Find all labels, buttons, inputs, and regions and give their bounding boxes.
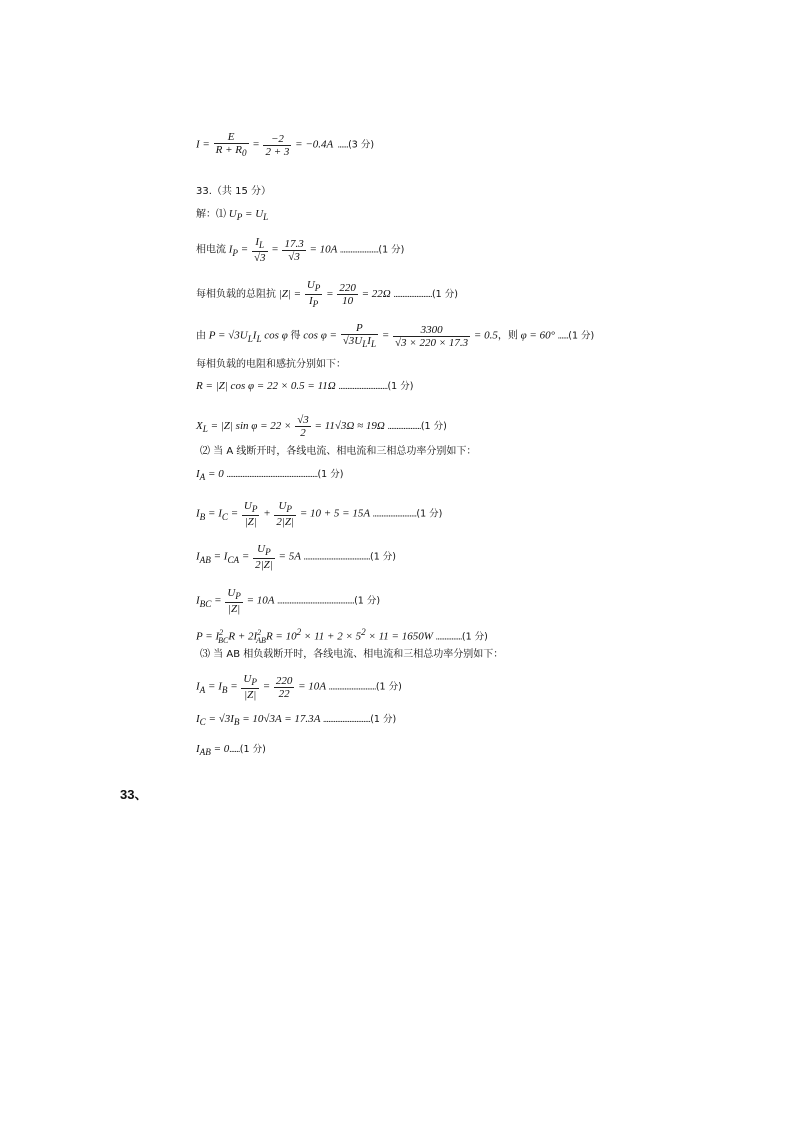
formula-total-power: $P = I^2_{BC}R + 2I^2_{AB}R = 10^2 \times 11 + 2 \times 5^2 \times 11 = 1650W$ ...............(1 分) (196, 627, 488, 645)
resistance-reactance-intro: 每相负载的电阻和感抗分别如下： (196, 359, 346, 370)
formula-reactance: $X_L = |Z|$ sin φ = 22 × $\frac{√3}{2}$ = 11√3Ω ≈ 19Ω ...................(1 分) (196, 414, 447, 439)
formula-IA-IB: $I_A = I_B$ = $\frac{U_P}{|Z|}$ = $\frac{220}{22}$ = 10A ...........................(1 分) (196, 673, 402, 702)
formula-IBC: $I_{BC}$ = $\frac{U_P}{|Z|}$ = 10A ............................................(1 分) (196, 587, 381, 616)
formula-IAB-ICA: $I_{AB} = I_{CA}$ = $\frac{U_P}{2|Z|}$ = 5A ......................................(1 分) (196, 543, 396, 572)
formula-current-I: I = $\frac{E}{R + R_0}$ = $\frac{-2}{2 + 3}$ = −0.4A ......(3 分) (196, 131, 375, 159)
formula-IA-zero: $I_A = 0$ ....................................................(1 分) (196, 468, 344, 483)
formula-impedance: 每相负载的总阻抗 |Z| = $\frac{U_P}{I_P}$ = $\frac{220}{10}$ = 22Ω ......................(1 分) (196, 279, 458, 310)
part-2-heading: ⑵ 当 A 线断开时，各线电流、相电流和三相总功率分别如下： (200, 446, 477, 457)
formula-resistance: R = |Z| cos φ = 22 × 0.5 = 11Ω ............................(1 分) (196, 380, 414, 392)
part-3-heading: ⑶ 当 AB 相负载断开时，各线电流、相电流和三相总功率分别如下： (200, 649, 504, 660)
formula-power-factor: 由 $P = √3U_LI_L$ cos φ 得 cos φ = $\frac{P}{√3U_LI_L}$ = $\frac{3300}{√3 \times 220 \times 17.3}$ = 0.5，则 φ = 60° ......(1 分) (196, 322, 595, 350)
step-1-intro: 解：⑴ $U_P = U_L$ (196, 208, 269, 223)
question-number-label: 33、 (120, 787, 148, 802)
formula-phase-current: 相电流 $I_P$ = $\frac{I_L}{√3}$ = $\frac{17.3}{√3}$ = 10A ......................(1 分) (196, 236, 405, 265)
formula-IC: $I_C = √3I_B = 10√3A = 17.3A$ ...........................(1 分) (196, 713, 397, 728)
question-heading: 33.（共 15 分） (196, 186, 271, 197)
formula-IB-IC: $I_B = I_C$ = $\frac{U_P}{|Z|}$ + $\frac{U_P}{2|Z|}$ = 10 + 5 = 15A .........................(1 分) (196, 500, 443, 529)
formula-IAB-zero: $I_{AB} = 0......(1$ 分) (196, 743, 266, 758)
